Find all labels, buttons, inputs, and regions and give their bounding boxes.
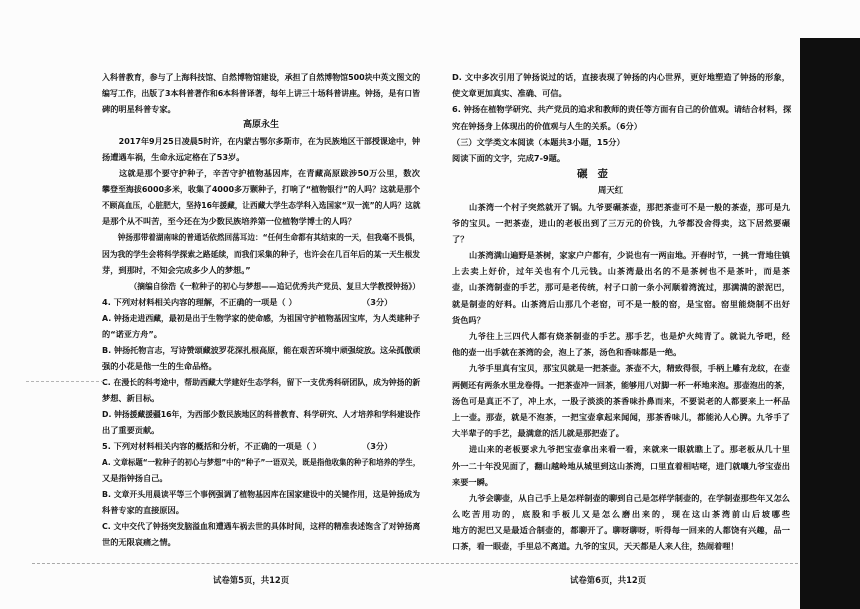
- text-line: 壶，山茶湾制壶的手艺，那可是老传统，村子口前一条小河顺着湾流过，那满满的淤泥巴，: [452, 282, 790, 293]
- text-line: 2017年9月25日凌晨5时许，在内蒙古鄂尔多斯市，在为民族地区干部授课途中，钟: [118, 136, 420, 147]
- answer-option: [102, 374, 420, 406]
- page-footer: 试卷第6页，共12页: [570, 575, 647, 585]
- paragraph: [452, 199, 790, 248]
- text-line: 爷的宝贝。一把茶壶，进山的老板出到了三万元的价钱，九爷都没舍得卖，这下居然要碾: [452, 217, 790, 228]
- paragraph-continuation: [102, 69, 420, 117]
- text-line: B. 钟扬托物言志，写诗赞颂藏波罗花深扎根高原，能在艰苦环境中顽强绽放。这朵孤傲顽: [102, 344, 421, 355]
- text-line: B. 文章开头用晨读平等三个事例强调了植物基因库在国家建设中的关键作用，这是钟扬成为: [102, 489, 420, 500]
- text-line: 5. 下列对材料相关内容的概括和分析，不正确的一项是（ ）: [102, 441, 322, 452]
- text-line: 大半辈子的手艺，最满意的活儿就是那把壶了。: [452, 428, 624, 439]
- text-line: 高原永生: [242, 120, 279, 131]
- scan-artifact-line: [26, 381, 104, 382]
- text-line: 入科普教育，参与了上海科技馆、自然博物馆建设，承担了自然博物馆500块中英文图文的: [102, 72, 421, 82]
- text-line: 碾壶: [577, 168, 618, 181]
- answer-option: [452, 69, 790, 101]
- text-line: 他的壶一出手就在茶湾的会，泡上了茶，汤色和香味都是一绝。: [452, 347, 682, 358]
- text-line: 这就是那个要守护种子，辛苦守护植物基因库，在青藏高原跋涉50万公里，数次: [119, 168, 420, 179]
- text-line: 攀登至海拔6000多米，收集了4000多万颗种子，打响了“植物银行”的人吗？这就是那个: [102, 184, 420, 195]
- story-title: [452, 166, 790, 182]
- text-line: 4. 下列对材料相关内容的理解，不正确的一项是（ ）: [102, 296, 297, 307]
- question: [102, 294, 420, 310]
- scan-artifact-line: [32, 563, 798, 564]
- question-score: （3分）: [362, 296, 393, 307]
- text-line: 不顾高血压，心脏肥大，坚持16年援藏，让西藏大学生态学科入选国家“双一流”的人吗？这就: [102, 200, 421, 211]
- paragraph: [452, 247, 790, 328]
- paragraph: [452, 490, 790, 555]
- text-line: A. 钟扬走进西藏，最初是出于生物学家的使命感，为祖国守护植物基因宝库，为人类建种子: [102, 312, 420, 323]
- text-line: 山茶湾满山遍野是茶树，家家户户都有，少说也有一两亩地。开春时节，一挑一背地往镇: [469, 250, 790, 261]
- text-line: 外一二十年没见面了，翻山越岭地从城里到这山茶湾，口里直着相咕咾，进门就嚷九爷宝壶出: [452, 460, 790, 471]
- page-footer: 试卷第5页，共12页: [213, 575, 290, 585]
- answer-option: [102, 342, 420, 374]
- paragraph: [452, 360, 790, 441]
- text-line: 是那个从不叫苦，至今还在为少数民族培养第一位植物学博士的人吗？: [102, 216, 356, 227]
- text-line: C. 在漫长的科考途中，帮助西藏大学建好生态学科，留下一支优秀科研团队，成为钟扬的新: [102, 376, 421, 387]
- exam-page-6: [452, 69, 790, 555]
- paragraph: [452, 441, 790, 490]
- text-line: 货色吗？: [452, 314, 485, 325]
- text-line: 6. 钟扬在植物学研究、共产党员的追求和教师的责任等方面有自己的价值观。请结合材料，探: [452, 104, 792, 115]
- scanner-edge-shadow: [800, 38, 860, 609]
- section-title: [452, 134, 790, 150]
- question: [452, 101, 790, 133]
- text-line: 扬遭遇车祸，生命永远定格在了53岁。: [102, 152, 245, 163]
- text-line: 两侧还有两条水里龙卷得。一把茶壶冲一回茶，能够用八对脚一杯一杯地来泡。那壶泡出的茶，: [452, 379, 790, 390]
- text-line: 汤色可是真正不了，冲上水，一股子淡淡的茶香味扑鼻而来，不要说老的人都要来上一杯品: [452, 395, 790, 406]
- paragraph: [102, 165, 420, 229]
- text-line: 么吃苦用功的，底股和手板儿又是怎么磨出来的，现在这山茶湾前山后坡哪些: [452, 509, 790, 520]
- text-line: 上去卖上好价，过年关也有个几元钱。山茶湾最出名的不是茶树也不是茶叶，而是茶: [452, 266, 790, 277]
- paragraph: [102, 133, 420, 165]
- text-line: D. 文中多次引用了钟扬说过的话，直接表现了钟扬的内心世界，更好地塑造了钟扬的形象，: [452, 72, 790, 82]
- text-line: 地方的泥巴又是最适合制壶的，都聊开了。聊呀聊呀，听得每一回来的人都饶有兴趣，品一: [452, 525, 790, 536]
- text-line: D. 钟扬援藏援疆16年，为西部少数民族地区的科普教育、科学研究、人才培养和学科建设作: [102, 408, 421, 419]
- text-line: （摘编自徐浩《一粒种子的初心与梦想——追记优秀共产党员、复旦大学教授钟扬》）: [129, 280, 421, 291]
- text-line: 强的小花是他一生的生命品格。: [102, 360, 217, 371]
- text-line: 来要一瞬。: [452, 476, 493, 487]
- text-line: 碑的明星科普专家。: [102, 104, 176, 115]
- paragraph: [102, 229, 420, 277]
- text-line: 科普专家的直接原因。: [102, 505, 184, 516]
- text-line: 使文章更加真实、准确、可信。: [452, 88, 567, 99]
- text-line: 因为我的学生会将科学探索之路延续，而我们采集的种子，也许会在几百年后的某一天生根发: [102, 248, 420, 259]
- answer-option: [102, 310, 420, 342]
- text-line: 九爷往上三四代人都有烧茶制壶的手艺。那手艺，也是炉火纯青了。就说九爷吧，经: [469, 331, 790, 341]
- text-line: 上一壶。那壶，就是不泡茶，一把宝壶拿起来闻闻，那茶香味儿，都能沁人心脾。九爷手了: [452, 411, 790, 422]
- text-line: 又是指钟扬自己。: [102, 473, 168, 484]
- text-line: 口茶，看一眼壶，手里总不离道。九爷的宝贝，天天都是人来人往，热闹着哩！: [452, 541, 739, 552]
- exam-page-5: [102, 69, 420, 550]
- question-score: （3分）: [362, 441, 393, 452]
- author-name: [452, 182, 790, 198]
- reading-instruction: [452, 150, 790, 166]
- answer-option: [102, 406, 420, 438]
- text-line: 世的无限哀痛之情。: [102, 537, 176, 548]
- section-heading: [102, 117, 420, 133]
- text-line: 山茶湾一个村子突然就开了锅。九爷要碾茶壶，那把茶壶可不是一般的茶壶，那可是九: [469, 201, 790, 212]
- text-line: 钟扬那带着湖南味的普通话依然回荡耳边：“任何生命都有其结束的一天，但我毫不畏惧，: [117, 232, 421, 243]
- text-line: （三）文学类文本阅读（本题共3小题，15分）: [452, 136, 625, 147]
- text-line: 就是制壶的好料。山茶湾后山那几个老窑，可不是一般的窑，是宝窑。窑里能烧制不出好: [452, 298, 790, 309]
- text-line: C. 文中交代了钟扬突发脑溢血和遭遇车祸去世的具体时间，这样的精准表述饱含了对钟扬离: [102, 521, 421, 532]
- text-line: 究在钟扬身上体现出的价值观与人生的关系。（6分）: [452, 120, 642, 131]
- text-line: 进山来的老板要求九爷把宝壶拿出来看一看，来就来一眼就瞧上了。那老板从几十里: [469, 444, 790, 455]
- answer-option: [102, 486, 420, 518]
- text-line: A. 文章标题“一粒种子的初心与梦想”中的“种子”一语双关，既是指他收集的种子和培养的学生，: [102, 457, 421, 468]
- text-line: 周天红: [598, 185, 624, 196]
- text-line: 编写工作，出版了3本科普著作和6本科普译著，每年上讲三十场科普讲座。钟扬，是有口皆: [102, 88, 420, 99]
- question: [102, 438, 420, 454]
- text-line: 九爷会聊壶，从自己手上是怎样制壶的聊到自己是怎样学制壶的，在学制壶那些年又怎么: [469, 492, 790, 503]
- text-line: 芽，到那时，不知会完成多少人的梦想。”: [102, 264, 251, 275]
- answer-option: [102, 454, 420, 486]
- text-line: 九爷手里真有宝贝，那宝贝就是一把茶壶。茶壶不大，精致得很，手柄上雕有龙纹，在壶: [469, 363, 790, 374]
- answer-option: [102, 518, 420, 550]
- source-citation: [102, 278, 420, 294]
- text-line: 的“诺亚方舟”。: [102, 328, 162, 339]
- text-line: 出了重要贡献。: [102, 425, 160, 436]
- text-line: 了？: [452, 233, 469, 244]
- paragraph: [452, 328, 790, 360]
- text-line: 梦想、新目标。: [102, 392, 160, 403]
- text-line: 阅读下面的文字，完成7-9题。: [452, 152, 566, 163]
